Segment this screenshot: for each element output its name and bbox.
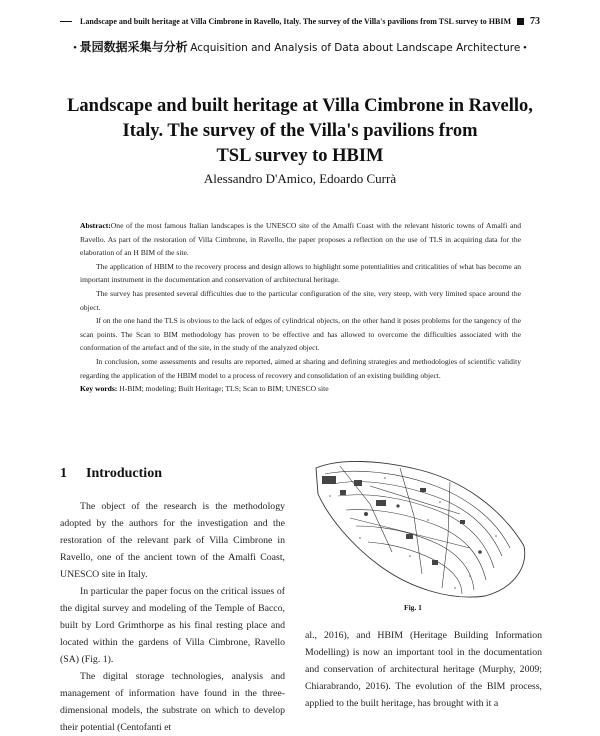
abstract-text: One of the most famous Italian landscapes is the UNESCO site of the Amalfi Coast with the relevant historic towns of Amalfi and Ravello. As part of the restoration of Villa Cimbrone, in Ravello, the paper proposes a reflection on the use of TLS in acquiring data for the elaboration of an H BIM of the site. [80,221,521,258]
paper-title [40,94,560,169]
section-banner-chinese: 景园数据采集与分析 [79,40,188,54]
keywords [80,382,521,396]
abstract-paragraph: If on the one hand the TLS is obvious to the lack of edges of cylindrical objects, on the other hand it poses problems for the tangency of the scan points. The Scan to BIM methodology has proven to be effective and has allowed to overcome the difficulties associated with the conformation of the artefact and of the site, in the study of the analyzed object. [80,316,521,353]
abstract-label: Abstract: [80,221,111,230]
section-title: Introduction [86,466,162,481]
keywords-label: Key words: [80,384,118,394]
body-paragraph: The object of the research is the methodology adopted by the authors for the investigation and the restoration of the relevant park of Villa Cimbrone in Ravello, one of the ancient town of the Amalfi Coast, UNESCO site in Italy. [60,501,285,580]
section-heading [60,466,162,482]
running-header [60,14,540,28]
right-column [305,627,542,712]
title-line: Italy. The survey of the Villa's pavilions from [122,121,478,141]
bullet-icon: • [73,42,78,54]
header-rule [60,21,72,22]
figure-site-plan [310,456,530,601]
section-number: 1 [60,466,67,481]
page-number: 73 [530,15,540,27]
keywords-text: H-BIM; modeling; Built Heritage; TLS; Scan to BIM; UNESCO site [119,384,329,394]
abstract-paragraph: The survey has presented several difficulties due to the particular configuration of the site, very steep, with very limited space around the object. [80,288,521,312]
header-square-icon [517,18,524,25]
left-column [60,498,285,736]
abstract-paragraph [80,219,521,260]
bullet-icon: • [522,42,527,54]
running-header-title: Landscape and built heritage at Villa Cimbrone in Ravello, Italy. The survey of the Villa's pavilions from TSL survey to HBIM [79,16,511,26]
body-paragraph: al., 2016), and HBIM (Heritage Building Information Modelling) is now an important tool in the documentation and conservation of architectural heritage (Murphy, 2009; Chiarabrando, 2016). The evolution of the BIM process, applied to the built heritage, has brought with it a [305,630,542,709]
abstract [80,219,521,396]
body-paragraph: In particular the paper focus on the critical issues of the digital survey and modeling of the Temple of Bacco, built by Lord Grimthorpe as his final resting place and located within the gardens of Villa Cimbrone, Ravello (SA) (Fig. 1). [60,586,285,665]
figure-caption: Fig. 1 [404,603,422,612]
body-paragraph: The digital storage technologies, analysis and management of information have found in the three-dimensional models, the substrate on which to develop their potential (Centofanti et [60,671,285,733]
title-line: Landscape and built heritage at Villa Cimbrone in Ravello, [67,96,533,116]
section-banner [0,38,600,55]
authors: Alessandro D'Amico, Edoardo Currà [203,171,397,186]
section-banner-english: Acquisition and Analysis of Data about Landscape Architecture [190,42,521,54]
title-line: TSL survey to HBIM [216,146,384,166]
abstract-paragraph: In conclusion, some assessments and results are reported, aimed at sharing and defining strategies and methodologies of scientific validity regarding the application of the HBIM model to a process of recovery and consolidation of an existing building object. [80,356,521,380]
abstract-paragraph: The application of HBIM to the recovery process and design allows to highlight some potentialities and criticalities of what has become an important instrument in the documentation and conservation of architectural heritage. [80,261,521,285]
